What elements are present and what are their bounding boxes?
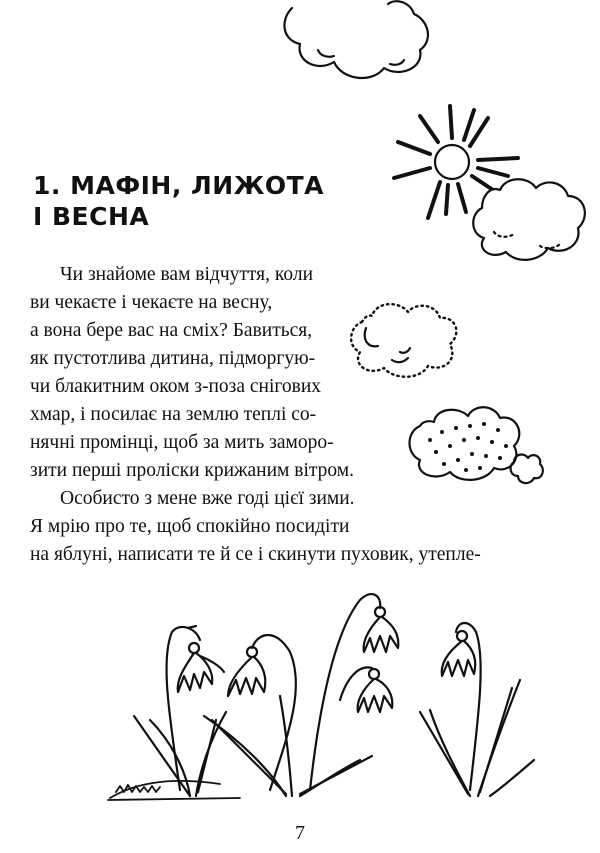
paragraph-line <box>30 486 570 511</box>
paragraph-line <box>30 514 570 539</box>
chapter-title <box>33 170 333 232</box>
sun-icon <box>394 106 518 218</box>
right-cloud-icon <box>473 179 585 260</box>
text-line-10: Я мрію про те, щоб спокійно посидіти <box>30 516 350 537</box>
paragraph-line <box>30 542 570 567</box>
paragraph-line <box>30 402 570 427</box>
text-line-3: а вона бере вас на сміх? Бавиться, <box>30 320 313 341</box>
text-line-1: Чи знайоме вам відчуття, коли <box>60 264 314 285</box>
text-line-5: чи блакитним оком з-поза снігових <box>30 376 322 397</box>
paragraph-line <box>30 262 570 287</box>
text-line-4: як пустотлива дитина, підморгую- <box>30 348 316 369</box>
text-line-9: Особисто з мене вже годі цієї зими. <box>60 488 355 509</box>
paragraph-line <box>30 346 570 371</box>
text-line-6: хмар, і посилає на землю теплі со- <box>30 404 317 425</box>
text-line-11: на яблуні, написати те й се і скинути пуховик, утепле- <box>30 544 481 565</box>
text-line-8: зити перші проліски крижаним вітром. <box>30 460 354 481</box>
ground-grass-icon <box>108 781 240 800</box>
paragraph-line <box>30 374 570 399</box>
top-cloud-icon <box>284 1 428 78</box>
text-line-2: ви чекаєте і чекаєте на весну, <box>30 292 273 313</box>
text-line-7: нячні промінці, щоб за мить заморо- <box>30 432 334 453</box>
paragraph-line <box>30 290 570 315</box>
snowdrops-icon <box>134 594 534 796</box>
page-number: 7 <box>295 822 305 844</box>
paragraph-line <box>30 318 570 343</box>
chapter-title-line-2: І ВЕСНА <box>33 202 150 231</box>
chapter-title-line-1: 1. МАФІН, ЛИЖОТА <box>33 171 324 200</box>
paragraph-line <box>30 430 570 455</box>
paragraph-line <box>30 458 570 483</box>
